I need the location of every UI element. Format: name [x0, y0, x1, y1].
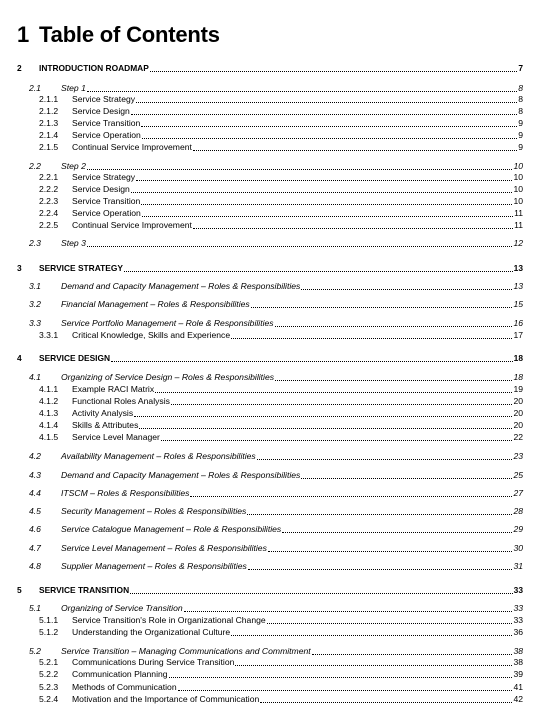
toc-entry-number: 2.1.5 — [39, 142, 59, 152]
toc-entry-page: 7 — [518, 63, 523, 73]
toc-entry-title: Skills & Attributes — [72, 420, 139, 430]
toc-entry[interactable] — [0, 523, 535, 535]
toc-entry-title: Step 1 — [61, 83, 86, 93]
toc-entry-title: SERVICE TRANSITION — [39, 585, 130, 595]
toc-entry[interactable] — [0, 141, 535, 153]
toc-entry-title: ITSCM – Roles & Responsibilities — [61, 488, 190, 498]
toc-entry-page: 8 — [518, 83, 523, 93]
toc-dot-leader — [282, 532, 512, 533]
toc-entry-number: 4.1.4 — [39, 420, 59, 430]
toc-entry-title: Service Portfolio Management – Role & Responsibilities — [61, 318, 274, 328]
toc-entry-title: Financial Management – Roles & Responsibilities — [61, 299, 250, 309]
toc-entry-title: Demand and Capacity Management – Roles & Responsibilities — [61, 470, 301, 480]
toc-entry-title: Security Management – Roles & Responsibilities — [61, 506, 247, 516]
toc-dot-leader — [169, 677, 513, 678]
toc-entry-number: 2.1.4 — [39, 130, 59, 140]
toc-entry-title: Supplier Management – Roles & Responsibilities — [61, 561, 247, 571]
toc-entry[interactable] — [0, 681, 535, 693]
toc-dot-leader — [155, 392, 512, 393]
toc-entry-title: Continual Service Improvement — [72, 142, 192, 152]
toc-entry-page: 23 — [513, 451, 523, 461]
toc-entry-title: Step 2 — [61, 161, 86, 171]
toc-dot-leader — [87, 91, 517, 92]
toc-entry-number: 4.7 — [29, 543, 41, 553]
toc-dot-leader — [150, 71, 518, 72]
toc-entry-page: 15 — [513, 299, 523, 309]
toc-entry-page: 33 — [513, 603, 523, 613]
toc-dot-leader — [171, 404, 513, 405]
toc-dot-leader — [136, 102, 517, 103]
toc-entry[interactable] — [0, 129, 535, 141]
toc-entry-number: 2.2 — [29, 161, 41, 171]
heading-number: 1 — [17, 22, 30, 47]
toc-dot-leader — [231, 635, 512, 636]
toc-dot-leader — [134, 416, 512, 417]
toc-entry-number: 4 — [17, 353, 22, 363]
toc-entry-number: 2.1.1 — [39, 94, 59, 104]
toc-entry-number: 4.4 — [29, 488, 41, 498]
toc-dot-leader — [87, 169, 513, 170]
toc-entry-number: 3 — [17, 263, 22, 273]
toc-dot-leader — [247, 514, 512, 515]
toc-entry-title: Communications During Service Transition — [72, 657, 235, 667]
toc-entry-title: Functional Roles Analysis — [72, 396, 170, 406]
toc-entry[interactable] — [0, 469, 535, 481]
toc-entry-page: 38 — [513, 657, 523, 667]
toc-entry-page: 18 — [513, 372, 523, 382]
toc-entry-title: Service Transition's Role in Organizational Change — [72, 615, 266, 625]
toc-dot-leader — [139, 428, 512, 429]
toc-entry-page: 30 — [513, 543, 523, 553]
toc-dot-leader — [231, 338, 512, 339]
toc-entry-number: 4.1.1 — [39, 384, 59, 394]
toc-entry[interactable] — [0, 219, 535, 231]
toc-dot-leader — [260, 702, 512, 703]
toc-dot-leader — [275, 380, 512, 381]
toc-entry-title: Service Catalogue Management – Role & Responsibilities — [61, 524, 282, 534]
toc-entry[interactable] — [0, 656, 535, 668]
toc-entry[interactable] — [0, 626, 535, 638]
toc-entry[interactable] — [0, 117, 535, 129]
toc-entry-title: Step 3 — [61, 238, 86, 248]
toc-entry-number: 5.1.2 — [39, 627, 59, 637]
toc-entry-number: 4.1.3 — [39, 408, 59, 418]
toc-entry-number: 2.3 — [29, 238, 41, 248]
toc-entry[interactable] — [0, 280, 535, 292]
toc-entry-page: 20 — [513, 420, 523, 430]
toc-entry-page: 9 — [518, 130, 523, 140]
toc-entry-number: 4.1.5 — [39, 432, 59, 442]
toc-entry[interactable] — [0, 383, 535, 395]
toc-entry[interactable] — [0, 237, 535, 249]
toc-entry-title: Service Design — [72, 184, 130, 194]
toc-dot-leader — [301, 289, 512, 290]
toc-entry-number: 2.2.2 — [39, 184, 59, 194]
toc-dot-leader — [141, 204, 512, 205]
toc-entry-title: Demand and Capacity Management – Roles & Responsibilities — [61, 281, 301, 291]
toc-entry-page: 10 — [513, 184, 523, 194]
toc-entry-number: 2.2.1 — [39, 172, 59, 182]
toc-entry[interactable] — [0, 450, 535, 462]
toc-entry-number: 5.1 — [29, 603, 41, 613]
toc-entry[interactable] — [0, 262, 535, 274]
toc-entry-title: Example RACI Matrix — [72, 384, 155, 394]
toc-entry-title: Service Operation — [72, 208, 141, 218]
toc-dot-leader — [312, 654, 513, 655]
toc-entry-page: 41 — [513, 682, 523, 692]
toc-dot-leader — [142, 216, 513, 217]
toc-entry-title: Service Level Management – Roles & Responsibilities — [61, 543, 267, 553]
toc-entry-page: 13 — [513, 281, 523, 291]
toc-entry-page: 33 — [513, 585, 523, 595]
toc-entry-number: 3.3.1 — [39, 330, 59, 340]
toc-entry-title: Availability Management – Roles & Responsibilities — [61, 451, 256, 461]
toc-entry-title: Methods of Communication — [72, 682, 177, 692]
toc-dot-leader — [142, 138, 517, 139]
toc-entry-number: 4.2 — [29, 451, 41, 461]
toc-entry-page: 28 — [513, 506, 523, 516]
toc-entry-title: Understanding the Organizational Culture — [72, 627, 231, 637]
toc-dot-leader — [275, 326, 513, 327]
toc-dot-leader — [190, 496, 512, 497]
toc-entry[interactable] — [0, 93, 535, 105]
toc-entry-page: 22 — [513, 432, 523, 442]
toc-entry[interactable] — [0, 560, 535, 572]
toc-dot-leader — [161, 440, 513, 441]
toc-entry-number: 4.6 — [29, 524, 41, 534]
toc-entry[interactable] — [0, 614, 535, 626]
toc-entry-page: 20 — [513, 408, 523, 418]
toc-entry-number: 5.1.1 — [39, 615, 59, 625]
toc-dot-leader — [178, 690, 513, 691]
toc-entry-page: 10 — [513, 172, 523, 182]
toc-dot-leader — [87, 246, 513, 247]
toc-entry-number: 2.1.3 — [39, 118, 59, 128]
toc-entry-page: 8 — [518, 94, 523, 104]
toc-entry[interactable] — [0, 419, 535, 431]
toc-entry-page: 39 — [513, 669, 523, 679]
toc-entry-page: 25 — [513, 470, 523, 480]
toc-dot-leader — [141, 126, 517, 127]
toc-entry-title: Service Transition — [72, 118, 141, 128]
toc-entry-title: Service Operation — [72, 130, 141, 140]
toc-dot-leader — [251, 307, 513, 308]
toc-entry-title: SERVICE STRATEGY — [39, 263, 123, 273]
toc-entry[interactable] — [0, 693, 535, 705]
toc-entry[interactable] — [0, 407, 535, 419]
toc-entry[interactable] — [0, 195, 535, 207]
toc-dot-leader — [130, 593, 513, 594]
toc-entry-number: 4.1.2 — [39, 396, 59, 406]
toc-dot-leader — [301, 478, 512, 479]
toc-entry-number: 4.8 — [29, 561, 41, 571]
toc-entry-number: 2.1 — [29, 83, 41, 93]
toc-entry-title: Communication Planning — [72, 669, 168, 679]
toc-dot-leader — [235, 665, 512, 666]
toc-entry-page: 27 — [513, 488, 523, 498]
heading-text: Table of Contents — [39, 22, 220, 47]
toc-dot-leader — [267, 623, 513, 624]
toc-entry-number: 3.1 — [29, 281, 41, 291]
toc-entry-title: Service Strategy — [72, 94, 136, 104]
toc-entry[interactable] — [0, 62, 535, 74]
toc-entry-number: 2.2.5 — [39, 220, 59, 230]
toc-entry-page: 13 — [513, 263, 523, 273]
toc-dot-leader — [193, 150, 517, 151]
toc-entry[interactable] — [0, 171, 535, 183]
toc-entry[interactable] — [0, 668, 535, 680]
toc-entry-number: 4.5 — [29, 506, 41, 516]
toc-dot-leader — [257, 459, 513, 460]
toc-entry-page: 9 — [518, 118, 523, 128]
toc-entry-title: Activity Analysis — [72, 408, 134, 418]
toc-entry-page: 17 — [513, 330, 523, 340]
toc-entry[interactable] — [0, 352, 535, 364]
toc-entry-number: 5.2.2 — [39, 669, 59, 679]
toc-entry-page: 16 — [513, 318, 523, 328]
toc-dot-leader — [124, 271, 513, 272]
toc-entry-number: 4.1 — [29, 372, 41, 382]
toc-entry-number: 2.1.2 — [39, 106, 59, 116]
toc-dot-leader — [248, 569, 513, 570]
toc-entry-page: 33 — [513, 615, 523, 625]
toc-entry-number: 5.2 — [29, 646, 41, 656]
toc-entry-title: Service Transition — [72, 196, 141, 206]
toc-entry-title: Service Transition – Managing Communications and Commitment — [61, 646, 311, 656]
toc-dot-leader — [131, 114, 517, 115]
toc-entry-title: Service Strategy — [72, 172, 136, 182]
toc-entry[interactable] — [0, 487, 535, 499]
toc-entry-title: Critical Knowledge, Skills and Experience — [72, 330, 231, 340]
toc-entry-page: 11 — [514, 208, 523, 218]
toc-entry-page: 8 — [518, 106, 523, 116]
toc-entry-number: 5.2.3 — [39, 682, 59, 692]
toc-entry-number: 3.2 — [29, 299, 41, 309]
toc-entry-page: 36 — [513, 627, 523, 637]
toc-entry-title: Motivation and the Importance of Communication — [72, 694, 260, 704]
toc-dot-leader — [184, 611, 513, 612]
toc-entry[interactable] — [0, 317, 535, 329]
toc-entry-page: 29 — [513, 524, 523, 534]
toc-entry[interactable] — [0, 505, 535, 517]
toc-entry[interactable] — [0, 584, 535, 596]
toc-entry-number: 5.2.1 — [39, 657, 59, 667]
toc-entry-number: 2.2.3 — [39, 196, 59, 206]
toc-entry-page: 12 — [513, 238, 523, 248]
toc-entry-title: Continual Service Improvement — [72, 220, 192, 230]
toc-entry-page: 31 — [513, 561, 523, 571]
toc-entry-page: 20 — [513, 396, 523, 406]
toc-dot-leader — [131, 192, 513, 193]
toc-entry[interactable] — [0, 105, 535, 117]
toc-entry[interactable] — [0, 183, 535, 195]
toc-entry-title: Organizing of Service Transition — [61, 603, 183, 613]
toc-entry-number: 2.2.4 — [39, 208, 59, 218]
toc-entry-page: 9 — [518, 142, 523, 152]
toc-entry-page: 11 — [514, 220, 523, 230]
toc-entry-number: 4.3 — [29, 470, 41, 480]
toc-entry-page: 10 — [513, 161, 523, 171]
toc-entry-number: 5 — [17, 585, 22, 595]
toc-entry[interactable] — [0, 395, 535, 407]
toc-entry-number: 3.3 — [29, 318, 41, 328]
toc-entry[interactable] — [0, 542, 535, 554]
toc-entry[interactable] — [0, 431, 535, 443]
toc-entry[interactable] — [0, 298, 535, 310]
toc-entry-page: 10 — [513, 196, 523, 206]
toc-entry-page: 38 — [513, 646, 523, 656]
toc-entry-title: Service Level Manager — [72, 432, 160, 442]
toc-entry-title: Organizing of Service Design – Roles & Responsibilities — [61, 372, 275, 382]
toc-entry-title: SERVICE DESIGN — [39, 353, 111, 363]
toc-entry-number: 5.2.4 — [39, 694, 59, 704]
toc-dot-leader — [136, 180, 512, 181]
toc-entry-number: 2 — [17, 63, 22, 73]
toc-entry-title: INTRODUCTION ROADMAP — [39, 63, 149, 73]
toc-entry-page: 42 — [513, 694, 523, 704]
toc-dot-leader — [111, 361, 513, 362]
toc-dot-leader — [193, 228, 513, 229]
toc-entry-title: Service Design — [72, 106, 130, 116]
toc-entry[interactable] — [0, 207, 535, 219]
toc-entry[interactable] — [0, 329, 535, 341]
toc-entry[interactable] — [0, 602, 535, 614]
toc-entry[interactable] — [0, 371, 535, 383]
toc-entry-page: 18 — [513, 353, 523, 363]
toc-dot-leader — [268, 551, 513, 552]
toc-entry-page: 19 — [513, 384, 523, 394]
